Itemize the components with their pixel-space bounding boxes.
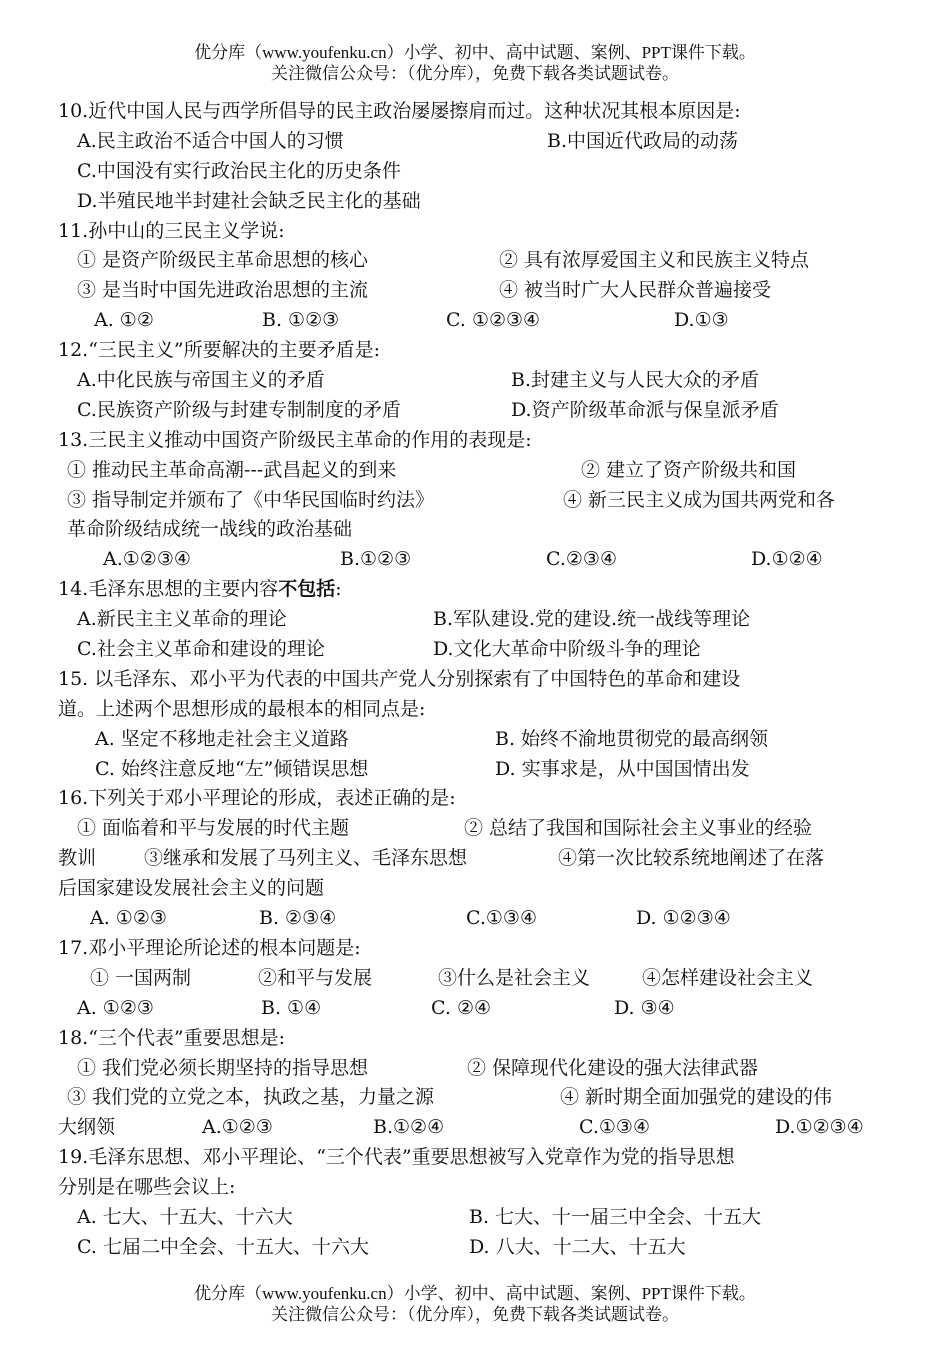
q18-option-b: B.①②④ [373, 1116, 445, 1139]
q18-option-a: A.①②③ [202, 1116, 273, 1139]
q14-options-cd [58, 635, 908, 665]
q13-option-d: D.①②④ [751, 548, 823, 571]
q19-option-d: D. 八大、十二大、十五大 [469, 1235, 686, 1258]
q19-option-b: B. 七大、十一届三中全会、十五大 [469, 1205, 762, 1228]
header-line-2: 关注微信公众号：（优分库），免费下载各类试题试卷。 [271, 64, 679, 83]
q14-option-c: C.社会主义革命和建设的理论 [77, 638, 325, 661]
question-17-stem: 17.邓小平理论所论述的根本问题是: [58, 936, 361, 959]
question-16-stem: 16.下列关于邓小平理论的形成，表述正确的是: [58, 787, 456, 810]
q12-options-ab [58, 366, 908, 396]
q16-option-c: C.①③④ [466, 907, 537, 930]
header-line-1: 优分库（www.youfenku.cn）小学、初中、高中试题、案例、PPT课件下载。 [194, 43, 756, 62]
q11-item-4: ④ 被当时广大人民群众普遍接受 [499, 279, 772, 302]
q13-item-3: ③ 指导制定并颁布了《中华民国临时约法》 [67, 488, 435, 511]
page-footer [0, 1283, 950, 1325]
q13-option-c: C.②③④ [546, 548, 617, 571]
q16-item-4: ④第一次比较系统地阐述了在落 [558, 847, 825, 870]
q11-options [58, 306, 908, 336]
q11-item-1: ① 是资产阶级民主革命思想的核心 [77, 249, 369, 272]
q17-option-b: B. ①④ [261, 996, 322, 1019]
q19-options-cd [58, 1233, 908, 1263]
q17-option-c: C. ②④ [431, 996, 492, 1019]
q12-option-d: D.资产阶级革命派与保皇派矛盾 [511, 398, 779, 421]
q17-item-1: ① 一国两制 [90, 966, 192, 989]
q10-option-a: A.民主政治不适合中国人的习惯 [77, 129, 344, 152]
q15-options-cd [58, 755, 908, 785]
q16-item-4-cont: 后国家建设发展社会主义的问题 [58, 877, 325, 900]
question-15-stem-2: 道。上述两个思想形成的最根本的相同点是: [58, 697, 426, 720]
q19-option-a: A. 七大、十五大、十六大 [77, 1205, 293, 1228]
q13-item-1: ① 推动民主革命高潮---武昌起义的到来 [67, 458, 397, 481]
question-18-stem: 18.“三个代表”重要思想是: [58, 1026, 286, 1049]
q13-item-4-cont: 革命阶级结成统一战线的政治基础 [67, 518, 353, 541]
q16-items-12 [58, 814, 908, 844]
q19-option-c: C. 七届二中全会、十五大、十六大 [77, 1235, 369, 1258]
q12-option-b: B.封建主义与人民大众的矛盾 [511, 369, 760, 392]
q15-option-a: A. 坚定不移地走社会主义道路 [95, 727, 349, 750]
q11-items-12 [58, 246, 908, 276]
q15-options-ab [58, 725, 908, 755]
q18-items-34 [58, 1083, 908, 1113]
q18-item-1: ① 我们党必须长期坚持的指导思想 [77, 1056, 369, 1079]
q16-item-2-cont: 教训 [58, 847, 97, 870]
q11-items-34 [58, 276, 908, 306]
page-header [0, 42, 950, 84]
q19-options-ab [58, 1203, 908, 1233]
question-11-stem: 11.孙中山的三民主义学说: [58, 219, 285, 242]
q13-options [58, 545, 908, 575]
q18-option-c: C.①③④ [579, 1116, 650, 1139]
question-10-options-ab [58, 127, 908, 157]
q18-item-4-cont: 大纲领 [58, 1116, 116, 1139]
question-14-stem [58, 575, 908, 605]
q18-option-d: D.①②③④ [775, 1116, 864, 1139]
footer-line-2: 关注微信公众号：（优分库），免费下载各类试题试卷。 [271, 1305, 679, 1324]
q15-option-c: C. 始终注意反地“左”倾错误思想 [95, 757, 369, 780]
q16-option-b: B. ②③④ [259, 907, 337, 930]
q14-stem-end: : [335, 578, 342, 601]
q13-items-34 [58, 486, 908, 516]
q16-item-3: ③继承和发展了马列主义、毛泽东思想 [144, 847, 468, 870]
q18-items-12 [58, 1054, 908, 1084]
q12-option-a: A.中化民族与帝国主义的矛盾 [77, 369, 325, 392]
q17-option-d: D. ③④ [614, 996, 675, 1019]
q14-stem-emphasis: 不包括 [278, 578, 336, 601]
question-15-stem-1: 15. 以毛泽东、邓小平为代表的中国共产党人分别探索有了中国特色的革命和建设 [58, 667, 741, 690]
q17-option-a: A. ①②③ [77, 996, 154, 1019]
q17-items [58, 964, 908, 994]
q16-item-2: ② 总结了我国和国际社会主义事业的经验 [464, 817, 813, 840]
q14-stem-text: 14.毛泽东思想的主要内容 [58, 578, 279, 601]
q13-item-4: ④ 新三民主义成为国共两党和各 [563, 488, 836, 511]
q17-options [58, 994, 908, 1024]
q16-items-34 [58, 844, 908, 874]
q11-option-a: A. ①② [94, 309, 154, 332]
q11-option-c: C. ①②③④ [446, 309, 541, 332]
q11-option-b: B. ①②③ [262, 309, 340, 332]
q14-option-d: D.文化大革命中阶级斗争的理论 [433, 638, 701, 661]
q16-option-d: D. ①②③④ [636, 907, 731, 930]
footer-line-1: 优分库（www.youfenku.cn）小学、初中、高中试题、案例、PPT课件下载。 [194, 1284, 756, 1303]
q14-options-ab [58, 605, 908, 635]
question-list [58, 97, 908, 1263]
question-19-stem-1: 19.毛泽东思想、邓小平理论、“三个代表”重要思想被写入党章作为党的指导思想 [58, 1146, 735, 1169]
q16-option-a: A. ①②③ [90, 907, 167, 930]
question-19-stem-2: 分别是在哪些会议上: [58, 1176, 236, 1199]
q18-options [58, 1113, 908, 1143]
q13-items-12 [58, 456, 908, 486]
q16-options [58, 904, 908, 934]
q10-option-d: D.半殖民地半封建社会缺乏民主化的基础 [77, 189, 421, 212]
q16-item-1: ① 面临着和平与发展的时代主题 [77, 817, 350, 840]
q17-item-4: ④怎样建设社会主义 [642, 966, 814, 989]
q15-option-b: B. 始终不渝地贯彻党的最高纲领 [495, 727, 769, 750]
q14-option-b: B.军队建设.党的建设.统一战线等理论 [433, 608, 751, 631]
q12-options-cd [58, 396, 908, 426]
q10-option-b: B.中国近代政局的动荡 [547, 129, 739, 152]
q13-option-a: A.①②③④ [103, 548, 191, 571]
q17-item-2: ②和平与发展 [258, 966, 373, 989]
q14-option-a: A.新民主主义革命的理论 [77, 608, 287, 631]
question-12-stem: 12.“三民主义”所要解决的主要矛盾是: [58, 339, 381, 362]
q11-item-3: ③ 是当时中国先进政治思想的主流 [77, 279, 369, 302]
q15-option-d: D. 实事求是，从中国国情出发 [495, 757, 750, 780]
q18-item-3: ③ 我们党的立党之本，执政之基，力量之源 [67, 1086, 435, 1109]
q17-item-3: ③什么是社会主义 [438, 966, 591, 989]
q11-item-2: ② 具有浓厚爱国主义和民族主义特点 [499, 249, 810, 272]
question-10-stem: 10.近代中国人民与西学所倡导的民主政治屡屡擦肩而过。这种状况其根本原因是: [58, 100, 741, 122]
q18-item-2: ② 保障现代化建设的强大法律武器 [467, 1056, 759, 1079]
q10-option-c: C.中国没有实行政治民主化的历史条件 [77, 159, 401, 182]
question-13-stem: 13.三民主义推动中国资产阶级民主革命的作用的表现是: [58, 428, 532, 451]
q18-item-4: ④ 新时期全面加强党的建设的伟 [560, 1086, 833, 1109]
q13-item-2: ② 建立了资产阶级共和国 [581, 458, 797, 481]
q12-option-c: C.民族资产阶级与封建专制制度的矛盾 [77, 398, 401, 421]
q13-option-b: B.①②③ [340, 548, 412, 571]
q11-option-d: D.①③ [674, 309, 729, 332]
